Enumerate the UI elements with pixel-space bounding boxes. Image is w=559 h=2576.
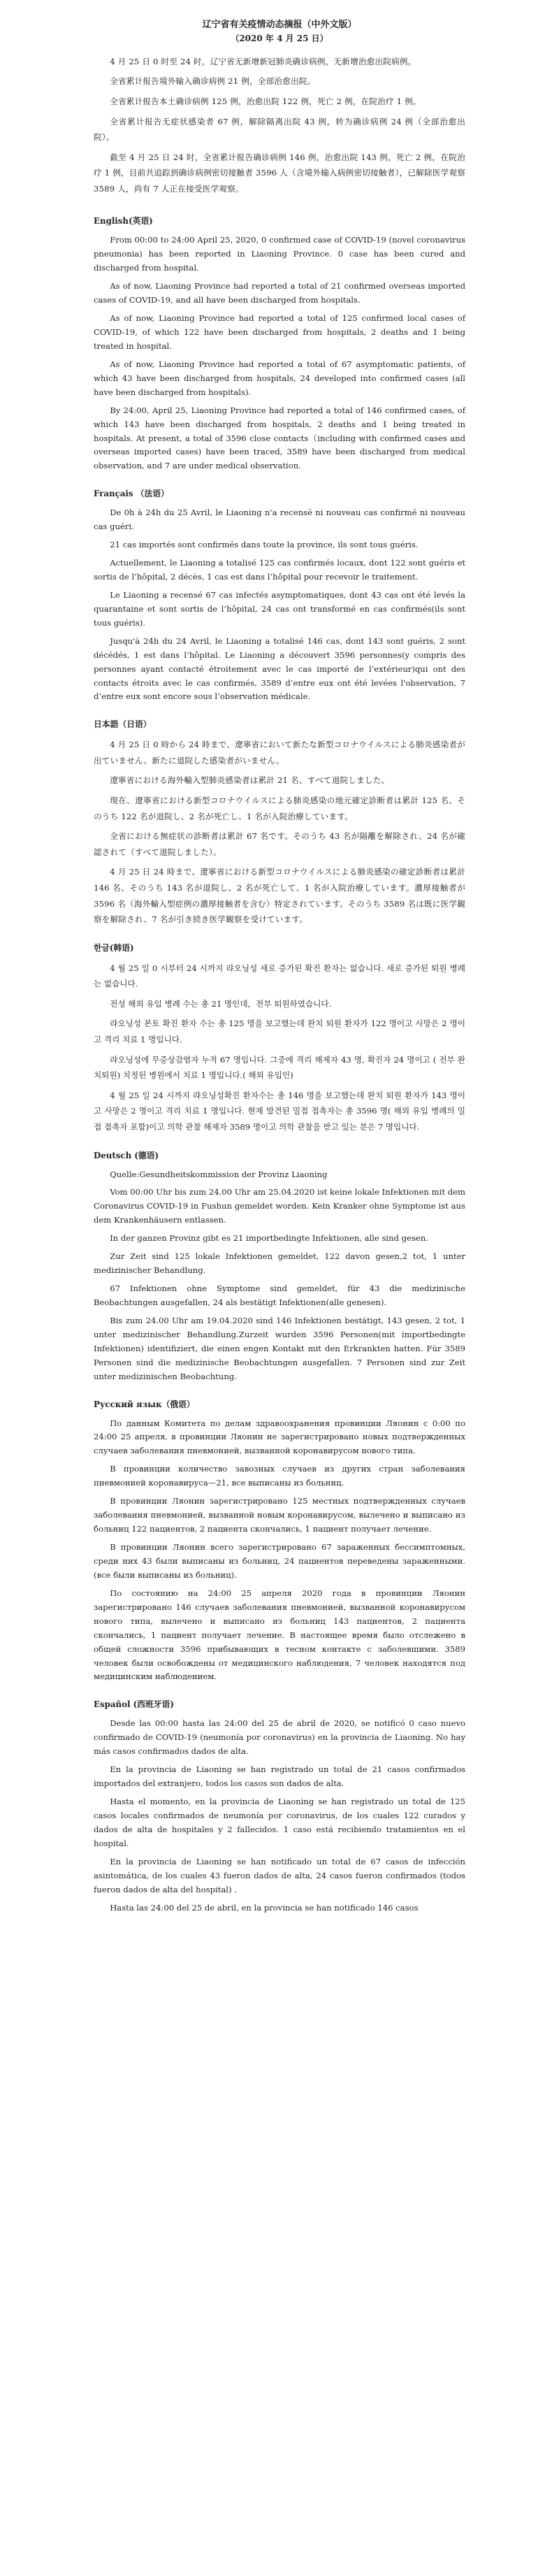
- section-heading-spanish: Español (西班牙语): [94, 1699, 174, 1710]
- paragraph: Le Liaoning a recensé 67 cas infectés asymptomatiques, dont 43 cas ont été levés la quarantaine et sont sortis de l’hôpital, 24 cas ont transformé en cas confirmés(ils sont tous guéris).: [94, 589, 465, 628]
- paragraph: By 24:00, April 25, Liaoning Province had reported a total of 146 confirmed cases, of which 143 have been discharged from hospitals, 2 deaths and 1 being treated in hospitals. At present, a total of 3596 close contacts（including with confirmed cases and overseas imported cases) have been traced, 3589 have been discharged from medical observation, and 7 are under medical observation.: [94, 405, 465, 471]
- paragraph: As of now, Liaoning Province had reported a total of 21 confirmed overseas imported cases of COVID-19, and all have been discharged from hospitals.: [94, 281, 465, 305]
- paragraph: As of now, Liaoning Province had reported a total of 125 confirmed local cases of COVID-19, of which 122 have been discharged from hospitals, 2 deaths and 1 being treated in hospital.: [94, 313, 465, 351]
- paragraph: Zur Zeit sind 125 lokale Infektionen gemeldet, 122 davon gesen,2 tot, 1 unter medizinischer Behandlung.: [94, 1251, 465, 1276]
- paragraph: 4 月 25 日 0 时至 24 时，辽宁省无新增新冠肺炎确诊病例，无新增治愈出院病例。: [110, 56, 416, 66]
- section-russian: [94, 1398, 465, 1685]
- paragraph: 全省累计报告无症状感染者 67 例，解除隔离出院 43 例，转为确诊病例 24 例（全部治愈出院）。: [94, 116, 465, 143]
- section-heading-russian: Русский язык（俄语）: [94, 1399, 195, 1409]
- section-chinese: [94, 54, 465, 197]
- paragraph: En la provincia de Liaoning se han registrado un total de 21 casos confirmados importados del extranjero, todos los casos son dados de alta.: [94, 1764, 465, 1789]
- section-english: [94, 215, 465, 473]
- paragraph: 4 月 25 日 0 時から 24 時まで、遼寧省において新たな新型コロナウイルスによる肺炎感染者が出ていません。新たに退院した感染者がいません。: [94, 740, 465, 765]
- paragraph: В провинции количество завозных случаев из других стран заболевания пневмонией коронавируса—21, все выписаны из больниц.: [94, 1464, 465, 1488]
- paragraph: De 0h à 24h du 25 Avril, le Liaoning n'a recensé ni nouveau cas confirmé ni nouveau cas guéri.: [94, 508, 465, 532]
- section-japanese: [94, 718, 465, 927]
- paragraph: В провинции Ляонин зарегистрировано 125 местных подтвержденных случаев заболевания пневмонией, вызванной новым коронавирусом, вылечено и выписано из больниц 122 пациентов, 2 пациента скончались, 1 пациент получает лечение.: [94, 1496, 465, 1534]
- section-german: [94, 1149, 465, 1384]
- paragraph: 67 Infektionen ohne Symptome sind gemeldet, für 43 die medizinische Beobachtungen ausgefallen, 24 als bestätigt Infektionen(alle genesen).: [94, 1283, 465, 1308]
- document-date: （2020 年 4 月 25 日）: [231, 34, 328, 44]
- paragraph: In der ganzen Provinz gibt es 21 importbedingte Infektionen, alle sind gesen.: [110, 1233, 428, 1244]
- section-heading-french: Français （法语）: [94, 489, 169, 499]
- paragraph: 全省累计报告本土确诊病例 125 例，治愈出院 122 例，死亡 2 例，在院治疗 1 例。: [110, 96, 421, 106]
- paragraph: Jusqu'à 24h du 24 Avril, le Liaoning a totalisé 146 cas, dont 143 sont guéris, 2 sont décédés, 1 est dans l’hôpital. Le Liaoning a découvert 3596 personnes(y compris des personnes ayant contacté étroitement avec le cas importé de l’extérieur)qui ont des contacts étroits avec le cas confirmés, 3589 d’entre eux ont été levées l'observation, 7 d’entre eux sont encore sous l’observation médicale.: [94, 635, 465, 702]
- paragraph: 截至 4 月 25 日 24 时，全省累计报告确诊病例 146 例，治愈出院 143 例，死亡 2 例，在院治疗 1 例，目前共追踪到确诊病例密切接触者 3596 人（含境外输入病例密切接触者），已解除医学观察 3589 人，尚有 7 人正在接受医学观察。: [94, 152, 465, 194]
- paragraph: As of now, Liaoning Province had reported a total of 67 asymptomatic patients, of which 43 have been discharged from hospitals, 24 developed into confirmed cases (all have been discharged from hospitals).: [94, 359, 465, 397]
- paragraph: 全省における無症状の診断者は累計 67 名です。そのうち 43 名が隔離を解除され、24 名が確認されて（すべて退院しました）。: [94, 831, 465, 857]
- paragraph: 21 cas importés sont confirmés dans toute la province, ils sont tous guéris.: [110, 540, 419, 550]
- paragraph: 랴오닝성에 무증상감염자 누적 67 명입니다. 그중에 격리 해제자 43 명, 확진자 24 명이고 ( 전부 완치퇴원) 치정된 병원에서 치료 1 명입니다.( 해외 유입인): [94, 1054, 465, 1081]
- document-title: 辽宁省有关疫情动态摘报（中外文版）: [202, 20, 357, 30]
- paragraph: Quelle:Gesundheitskommission der Provinz Liaoning: [110, 1169, 328, 1179]
- paragraph: From 00:00 to 24:00 April 25, 2020, 0 confirmed case of COVID-19 (novel coronavirus pneumonia) has been reported in Liaoning Province. 0 case has been cured and discharged from hospital.: [94, 235, 465, 273]
- paragraph: 全省累计报告境外输入确诊病例 21 例，全部治愈出院。: [110, 76, 316, 87]
- paragraph: Vom 00:00 Uhr bis zum 24.00 Uhr am 25.04.2020 ist keine lokale Infektionen mit dem Coronavirus COVID-19 in Fushun gemeldet worden. Kein Kranker ohne Symptome ist aus dem Krankenhäusern entlassen.: [94, 1187, 465, 1225]
- paragraph: По состоянию на 24:00 25 апреля 2020 года в провинции Ляонин зарегистрировано 146 случаев заболевания пневмонией, вызванной коронавирусом нового типа, вылечено и выписано из больниц 143 пациентов, 2 пациента скончались, 1 пациент получает лечение. В настоящее время было отслежено в общей сложности 3596 прибывающих в тесном контакте с заболевшими. 3589 человек были освобождены от медицинского наблюдения, 7 человек находятся под медицинским наблюдением.: [94, 1588, 465, 1682]
- sections-container: [94, 54, 465, 1915]
- section-heading-korean: 한글(韩语): [94, 942, 134, 953]
- paragraph: По данным Комитета по делам здравоохранения провинции Ляонин с 0:00 по 24:00 25 апреля, в провинции Ляонин не зарегистрировано новых подтвержденных случаев заболевания пневмонией, вызванной коронавирусом нового типа.: [94, 1418, 465, 1456]
- paragraph: En la provincia de Liaoning se han notificado un total de 67 casos de infección asintomática, de los cuales 43 fueron dados de alta, 24 casos fueron confirmados (todos fueron dados de alta del hospital) .: [94, 1856, 465, 1894]
- paragraph: 4 월 25 일 24 시까지 랴오닝성확진 환자수는 총 146 명을 보고했는데 완치 퇴원 환자가 143 명이고 사망은 2 명이고 격리 치료 1 명입니다. 현재 발견된 밀접 접촉자는 총 3596 명( 해외 유입 병례의 밀접 접촉자 포함)이고 의학 관찰 해제자 3589 명이고 의학 관찰을 받고 있는 분은 7 명입니다.: [94, 1090, 465, 1132]
- section-heading-german: Deutsch (德语): [94, 1150, 159, 1160]
- paragraph: Hasta las 24:00 del 25 de abril, en la provincia se han notificado 146 casos: [110, 1902, 419, 1913]
- paragraph: Hasta el momento, en la provincia de Liaoning se han registrado un total de 125 casos locales confirmados de neumonía por coronavirus, de los cuales 122 curados y dados de alta de hospitales y 2 fallecidos. 1 caso está recibiendo tratamientos en el hospital.: [94, 1796, 465, 1848]
- paragraph: Actuellement, le Liaoning a totalisé 125 cas confirmés locaux, dont 122 sont guéris et sortis de l’hôpital, 2 décès, 1 cas est dans l’hôpital pour recevoir le traitement.: [94, 558, 465, 582]
- section-heading-english: English(英语): [94, 216, 153, 226]
- section-korean: [94, 942, 465, 1135]
- section-french: [94, 487, 465, 704]
- paragraph: 4 월 25 일 0 시부터 24 시까지 랴오닝성 새로 증가된 확진 환자는 없습니다. 새로 증가된 퇴원 병례는 없습니다.: [94, 963, 465, 989]
- paragraph: 전성 해외 유입 병례 수는 총 21 명인데，전부 퇴원하였습니다.: [110, 998, 332, 1009]
- paragraph: Bis zum 24.00 Uhr am 19.04.2020 sind 146 Infektionen bestätigt, 143 gesen, 2 tot, 1 unter medizinischer Behandlung.Zurzeit wurden 3596 Personen(mit importbedingte Infektionen) identifiziert, die einen engen Kontakt mit den Erkrankten hatten. Für 3589 Personen sind die medizinische Beobachtungen ausgefallen. 7 Personen sind zur Zeit unter medizinischen Beobachtung.: [94, 1315, 465, 1381]
- section-spanish: [94, 1698, 465, 1915]
- section-heading-japanese: 日本語（日语）: [94, 719, 152, 730]
- paragraph: 4 月 25 日 24 時まで、遼寧省における新型コロナウイルスによる肺炎感染の確定診断者は累計 146 名、そのうち 143 名が退院し、2 名が死亡して、1 名が入院治療しています。濃厚接触者が 3596 名（海外輸入型症例の濃厚接触者を含む）特定されています。そのうち 3589 名は既に医学観察を解除され、7 名が引き続き医学観察を受けています。: [94, 867, 465, 925]
- paragraph: 랴오닝성 본토 확진 환자 수는 총 125 명을 보고했는데 완치 퇴원 환자가 122 명이고 사망은 2 명이고 격리 치료 1 명입니다.: [94, 1019, 465, 1045]
- paragraph: 現在、遼寧省における新型コロナウイルスによる肺炎感染の地元確定診断者は累計 125 名、そのうち 122 名が退院し、2 名が死亡し、1 名が入院治療しています。: [94, 796, 465, 821]
- paragraph: 遼寧省における海外輸入型肺炎感染者は累計 21 名、すべて退院しました。: [110, 775, 390, 786]
- paragraph: Desde las 00:00 hasta las 24:00 del 25 de abril de 2020, se notificó 0 caso nuevo confirmado de COVID-19 (neumonía por coronavirus) en la provincia de Liaoning. No hay más casos confirmados dados de alta.: [94, 1718, 465, 1757]
- paragraph: В провинции Ляонин всего зарегистрировано 67 зараженных бессимптомных, среди них 43 были выписаны из больниц, 24 пациентов переведены зараженными.(все были выписаны из больниц).: [94, 1542, 465, 1580]
